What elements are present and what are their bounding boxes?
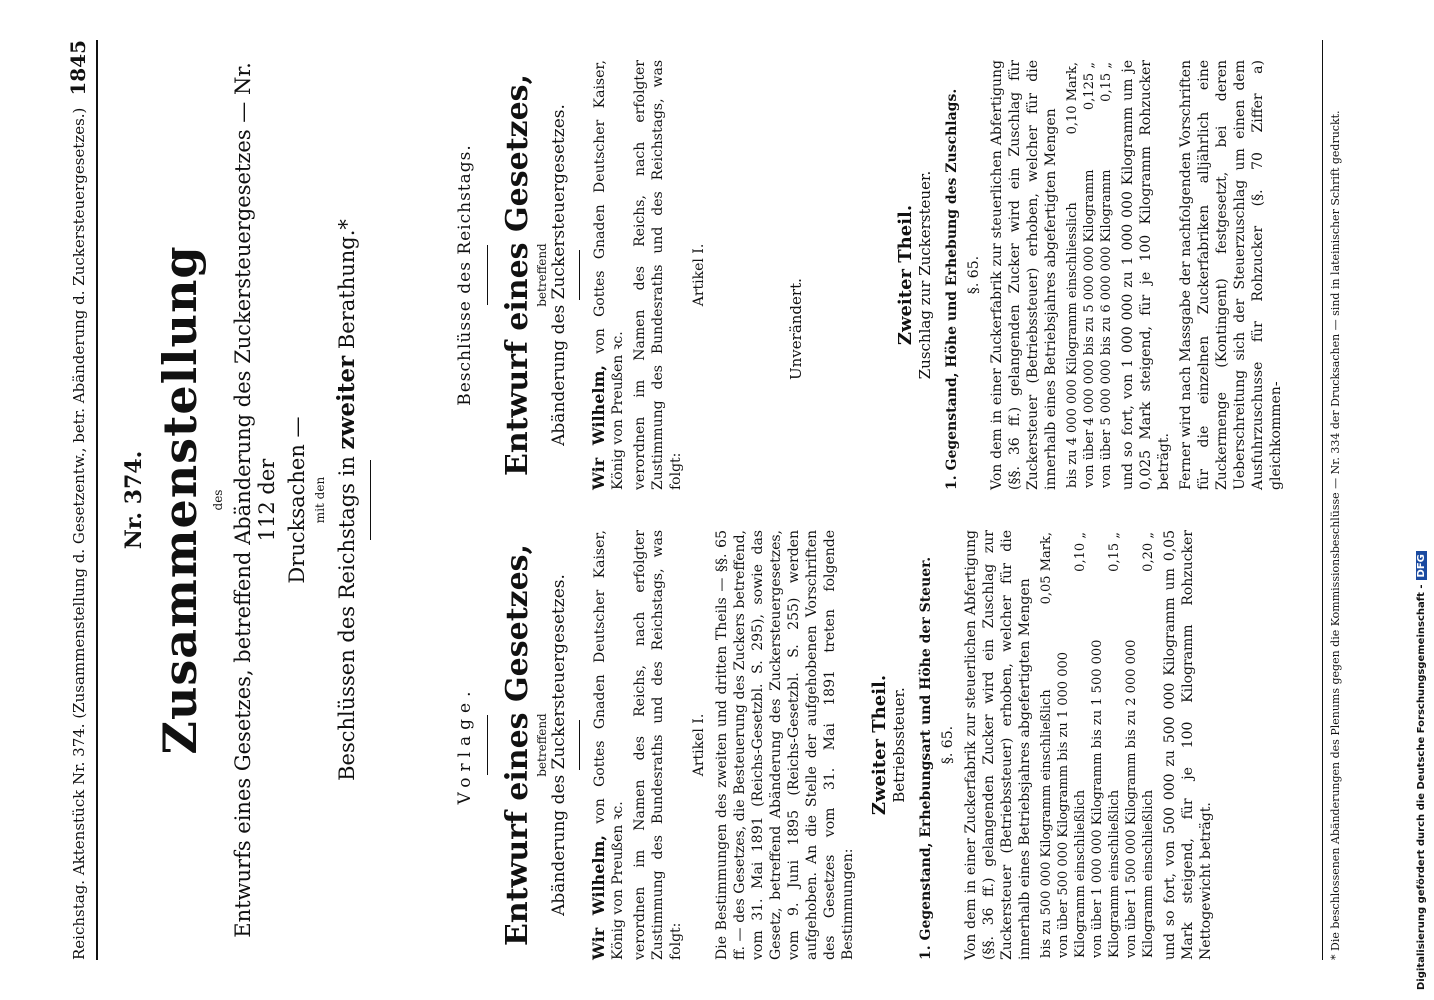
rate-value: 0,20 „ xyxy=(1141,532,1156,572)
rate-row xyxy=(1081,60,1098,490)
part-heading: Zweiter Theil. xyxy=(869,674,890,816)
rotated-page-content xyxy=(60,40,1390,960)
column-vorlage xyxy=(455,530,1219,960)
preamble-bold: Wir Wilhelm, xyxy=(589,365,608,490)
title-line-3 xyxy=(333,40,360,960)
header-rule xyxy=(96,40,98,960)
title-des: des xyxy=(211,489,225,511)
rate-row xyxy=(1123,530,1157,960)
bill-title: Entwurf eines Gesetzes, xyxy=(500,543,535,947)
rate-label: bis zu 4 000 000 Kilogramm einschliesslich xyxy=(1065,202,1080,488)
rate-label: von über 1 000 000 Kilogramm bis zu 1 500 000 Kilogramm einschließlich xyxy=(1090,639,1122,958)
rate-label: von über 4 000 000 bis zu 5 000 000 Kilogramm xyxy=(1082,169,1097,488)
rate-table xyxy=(1038,530,1157,960)
section-rule xyxy=(579,720,580,770)
rate-value: 0,15 „ xyxy=(1107,532,1122,572)
rate-table xyxy=(1064,60,1115,490)
part-heading: Zweiter Theil. xyxy=(895,204,916,346)
rate-row xyxy=(1064,60,1081,490)
title-block xyxy=(115,40,381,960)
column-heading-rule xyxy=(487,715,488,775)
paragraph-number: §. 65. xyxy=(966,255,982,295)
title-divider xyxy=(370,460,371,540)
title-line-3-post: Berathung.* xyxy=(335,219,359,350)
digitization-note xyxy=(1416,10,1432,990)
enactment-clause: verordnen im Namen des Reichs, nach erfolgter Zustimmung des Bundesraths und des Reichstags, was folgt: xyxy=(632,60,684,490)
bill-betreffend: betreffend xyxy=(535,243,549,307)
rate-row xyxy=(1098,60,1115,490)
rate-value: 0,125 „ xyxy=(1082,62,1097,111)
bill-betreffend: betreffend xyxy=(535,713,549,777)
preamble xyxy=(590,60,627,490)
title-mit-den: mit den xyxy=(313,476,327,524)
digitization-text: Digitalisierung gefördert durch die Deutsche Forschungsgemeinschaft - xyxy=(1416,584,1427,990)
section-heading: 1. Gegenstand, Höhe und Erhebung des Zuschlags. xyxy=(944,88,960,490)
rate-value: 0,10 Mark, xyxy=(1065,62,1080,135)
footnote: * Die beschlossenen Abänderungen des Plenums gegen die Kommissionsbeschlüsse — Nr. 334 der Drucksachen — sind in lateinischer Schrift gedruckt. xyxy=(1329,110,1342,960)
column-beschluesse xyxy=(455,60,1289,490)
rate-tail: und so fort, von 1 000 000 zu 1 000 000 Kilogramm um je 0,025 Mark steigend, für je 100 Kilogramm Rohzucker beträgt. xyxy=(1120,60,1172,490)
dfg-logo: DFG xyxy=(1416,551,1427,580)
rate-row xyxy=(1089,530,1123,960)
paragraph-text: Von dem in einer Zuckerfabrik zur steuerlichen Abfertigung (§§. 36 ff.) gelangenden Zucker wird ein Zuschlag für Zuckersteuer (Betriebssteuer) erhoben, welcher für die innerhalb eines Betriebsjahres abgefertigten Mengen xyxy=(989,60,1059,490)
preamble xyxy=(590,530,627,960)
column-heading-rule xyxy=(487,245,488,305)
column-heading: Beschlüsse des Reichstags. xyxy=(455,144,475,406)
quota-paragraph: Ferner wird nach Massgabe der nachfolgenden Vorschriften für die einzelnen Zuckerfabriken alljährlich eine Zuckermenge (Kontingent) festgesetzt, bei deren Ueberschreitung sich der Steuerzuschlag um einen dem Ausfuhrzuschusse für Rohzucker (§. 70 Ziffer a) gleichkommen- xyxy=(1178,60,1284,490)
footnote-rule xyxy=(1322,40,1323,960)
rate-label: von über 5 000 000 bis zu 6 000 000 Kilogramm xyxy=(1099,169,1114,488)
section-rule xyxy=(579,250,580,300)
rate-value: 0,15 „ xyxy=(1099,62,1114,102)
section-heading: 1. Gegenstand, Erhebungsart und Höhe der Steuer. xyxy=(918,556,934,960)
bill-subject: Abänderung des Zuckersteuergesetzes. xyxy=(549,574,569,916)
bill-title: Entwurf eines Gesetzes, xyxy=(500,73,535,477)
title-line-3-bold: zweiter xyxy=(333,355,360,450)
article-heading: Artikel I. xyxy=(691,243,707,307)
unchanged-note: Unverändert. xyxy=(787,278,805,380)
bill-subject: Abänderung des Zuckersteuergesetzes. xyxy=(549,104,569,446)
rate-row xyxy=(1038,530,1055,960)
running-title: Reichstag. Aktenstück Nr. 374. (Zusammenstellung d. Gesetzentw., betr. Abänderung d. Zuckersteuergesetzes.) xyxy=(70,107,88,960)
rate-label: von über 1 500 000 Kilogramm bis zu 2 000 000 Kilogramm einschließlich xyxy=(1124,639,1156,958)
paragraph-number: §. 65. xyxy=(940,725,956,765)
page-number: 1845 xyxy=(66,40,90,96)
rate-value: 0,05 Mark, xyxy=(1039,532,1054,605)
running-header xyxy=(60,40,100,960)
main-title: Zusammenstellung xyxy=(153,245,207,755)
title-line-1: Entwurfs eines Gesetzes, betreffend Abänderung des Zuckersteuergesetzes — Nr. 112 der xyxy=(231,62,279,938)
article-text: Die Bestimmungen des zweiten und dritten Theils — §§. 65 ff. — des Gesetzes, die Besteuerung des Zuckers betreffend, vom 31. Mai 1891 (Reichs-Gesetzbl. S. 295), sowie das Gesetz, betreffend Abänderung des Zuckersteuergesetzes, vom 9. Juni 1895 (Reichs-Gesetzbl. S. 255) werden aufgehoben. An die Stelle der aufgehobenen Vorschriften des Gesetzes vom 31. Mai 1891 treten folgende Bestimmungen: xyxy=(714,530,856,960)
part-subheading: Betriebssteuer. xyxy=(890,687,908,803)
rate-label: von über 500 000 Kilogramm bis zu 1 000 000 Kilogramm einschließlich xyxy=(1056,651,1088,958)
preamble-rest: von Gottes Gnaden Deutscher Kaiser, König von Preußen ꝛc. xyxy=(592,60,626,490)
title-line-3-pre: Beschlüssen des Reichstags in xyxy=(335,456,359,781)
rate-row xyxy=(1055,530,1089,960)
document-number: Nr. 374. xyxy=(121,450,147,550)
rate-label: bis zu 500 000 Kilogramm einschließlich xyxy=(1039,689,1054,958)
paragraph-text: Von dem in einer Zuckerfabrik zur steuerlichen Abfertigung (§§. 36 ff.) gelangenden Zucker wird ein Zuschlag zur Zuckersteuer (Betriebssteuer) erhoben, welcher für die innerhalb eines Betriebsjahres abgefertigten Mengen xyxy=(963,530,1033,960)
article-heading: Artikel I. xyxy=(691,713,707,777)
column-heading: Vorlage. xyxy=(455,685,475,805)
part-subheading: Zuschlag zur Zuckersteuer. xyxy=(916,170,934,380)
enactment-clause: verordnen im Namen des Reichs, nach erfolgter Zustimmung des Bundesraths und des Reichstags, was folgt: xyxy=(632,530,684,960)
rate-value: 0,10 „ xyxy=(1073,532,1088,572)
preamble-rest: von Gottes Gnaden Deutscher Kaiser, König von Preußen ꝛc. xyxy=(592,530,626,960)
title-line-2: Drucksachen — xyxy=(285,416,309,584)
preamble-bold: Wir Wilhelm, xyxy=(589,835,608,960)
rate-tail: und so fort, von 500 000 zu 500 000 Kilogramm um 0,05 Mark steigend, für je 100 Kilogramm Rohzucker Nettogewicht beträgt. xyxy=(1162,530,1214,960)
